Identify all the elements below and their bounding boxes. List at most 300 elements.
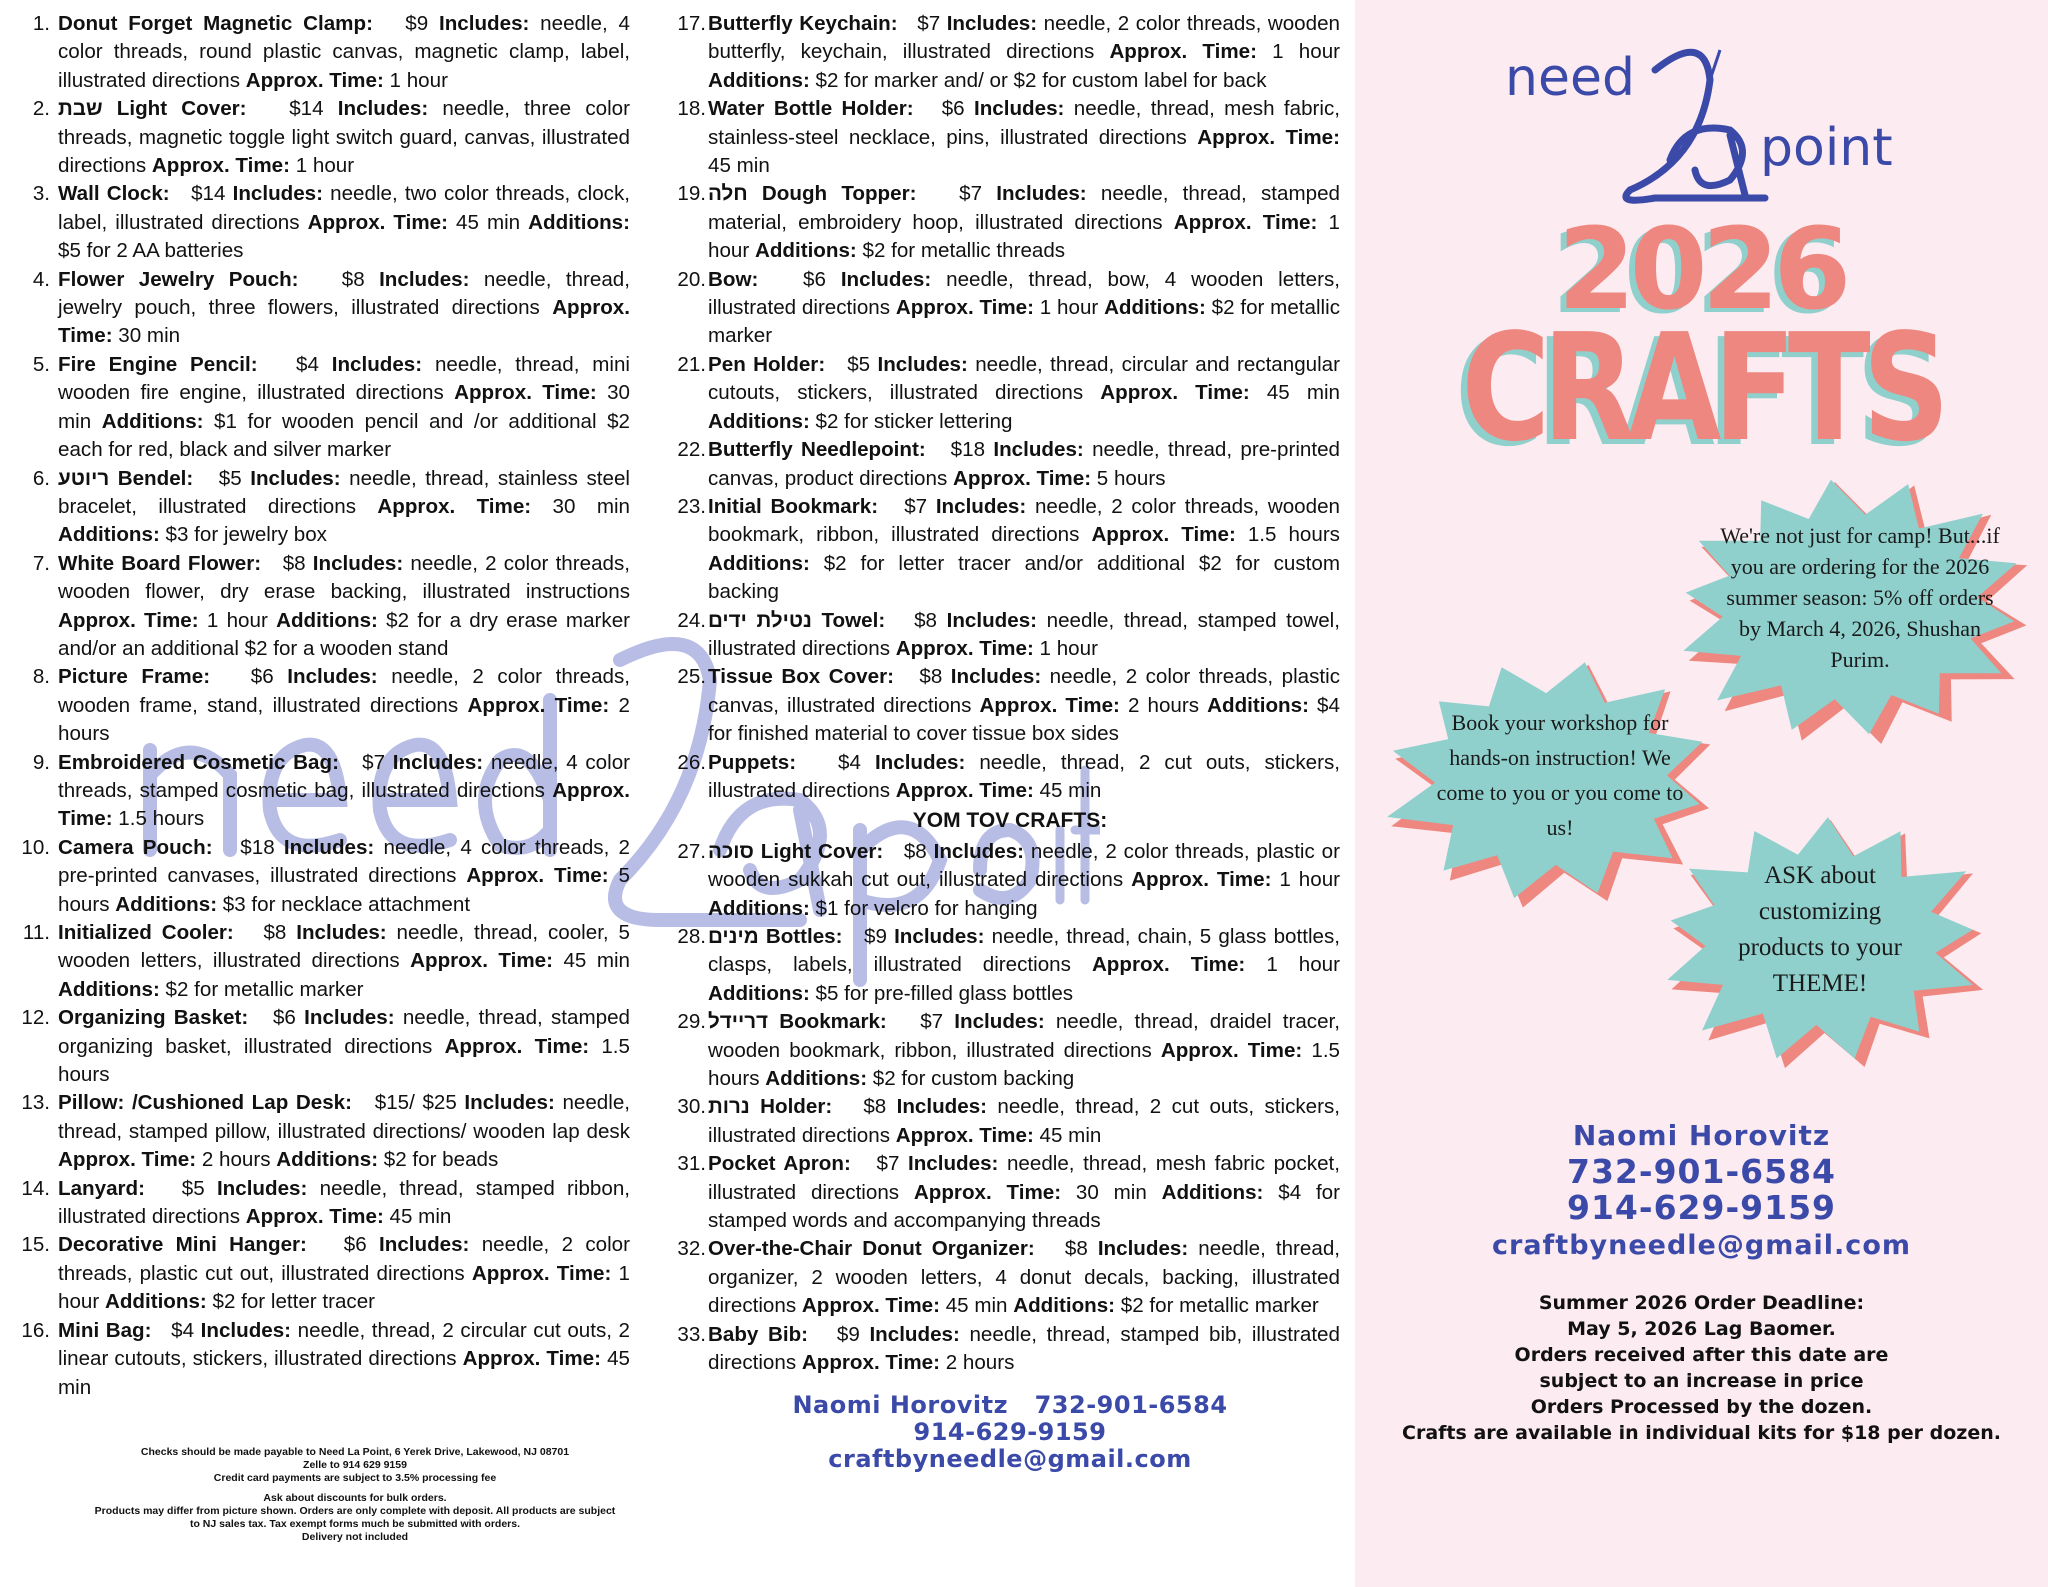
contact-name: Naomi Horovitz [1572,1119,1831,1152]
item-includes: needle, thread, circular and rectangular cutouts, stickers, illustrated directions [708,352,1340,405]
time-label: Approx. Time: [410,949,553,973]
item-number: 16. [21,1318,50,1342]
item-price: $6 [803,267,826,291]
item-time: 45 min [456,210,521,234]
item-price: $9 [863,925,887,948]
deadline-line: Orders received after this date are [1514,1344,1889,1366]
item-name: מינים Bottles: [708,925,843,948]
item-number: 18. [677,97,706,121]
logo-text-point: point [1760,118,1893,178]
includes-label: Includes: [907,1152,999,1176]
additions-label: Additions: [276,1148,379,1172]
includes-label: Includes: [946,12,1038,35]
time-label: Approx. Time: [801,1351,940,1375]
time-label: Approx. Time: [895,1123,1034,1147]
includes-label: Includes: [287,665,378,689]
contact-block-right [1355,1118,2048,1266]
item-price: $8 [282,551,306,575]
item-number: 6. [32,466,50,490]
time-label: Approx. Time: [58,1148,197,1172]
craft-item [30,663,630,748]
item-includes: needle, 2 color threads, wooden bookmark, ribbon, illustrated directions [708,494,1340,547]
item-additions: $4 for finished material to cover tissue box sides [708,693,1340,746]
item-time: 2 hours [201,1148,271,1172]
item-time: 2 hours [58,693,630,746]
craft-item [30,95,630,180]
craft-item [677,351,1341,436]
payment-fine-print [90,1446,620,1551]
item-additions: $2 for metallic marker [1120,1294,1319,1318]
deadline-line: subject to an increase in price [1539,1370,1864,1392]
item-number: 4. [32,267,50,291]
item-additions: $2 for sticker lettering [815,409,1013,433]
includes-label: Includes: [216,1176,308,1200]
item-includes: needle, thread, 2 cut outs, stickers, illustrated directions [708,750,1340,802]
item-price: $15/ $25 [374,1091,457,1115]
item-additions: $2 for letter tracer [212,1290,376,1314]
craft-item [21,1175,630,1232]
additions-label: Additions: [1013,1294,1116,1318]
craft-item [677,749,1340,806]
item-additions: $4 for stamped words and accompanying threads [708,1180,1340,1233]
item-number: 3. [32,182,50,206]
item-includes: needle, 4 color threads, round plastic canvas, magnetic clamp, label, illustrated directions [58,12,630,92]
includes-label: Includes: [337,97,429,121]
item-includes: needle, 4 color threads, stamped cosmetic bag, illustrated directions [58,750,630,802]
item-price: $7 [917,12,941,35]
time-label: Approx. Time: [58,296,630,348]
time-label: Approx. Time: [58,608,199,632]
item-includes: needle, thread, stainless steel bracelet, illustrated directions [58,466,630,518]
additions-label: Additions: [276,608,378,632]
additions-label: Additions: [1207,693,1309,717]
item-time: 45 min [563,949,630,973]
item-number: 33. [677,1322,706,1346]
item-price: $7 [920,1010,944,1034]
cover-panel [1355,0,2048,1587]
item-additions: $2 for metallic threads [862,239,1066,263]
includes-label: Includes: [896,1095,988,1119]
craft-item [677,1235,1340,1320]
item-includes: needle, 2 color threads, plastic canvas, illustrated directions [708,665,1340,717]
item-includes: needle, 2 color threads, plastic cut out, illustrated directions [58,1233,630,1285]
item-name: Wall Clock: [58,182,170,206]
item-price: $7 [959,182,983,206]
craft-item [677,493,1340,607]
craft-item [30,550,630,664]
item-price: $8 [863,1095,887,1119]
item-name: דריידל Bookmark: [708,1010,887,1034]
craft-item [677,663,1340,748]
item-time: 1 hour [1279,868,1341,892]
item-includes: needle, thread, mesh fabric, stainless-steel necklace, pins, illustrated directions [708,97,1340,149]
time-label: Approx. Time: [1173,210,1318,234]
contact-phone-2: 914-629-9159 [1566,1188,1836,1227]
additions-label: Additions: [754,239,857,263]
item-time: 1 hour [389,68,448,92]
item-number: 11. [22,921,50,944]
item-number: 1. [32,12,50,35]
item-price: $8 [341,267,365,291]
additions-label: Additions: [104,1290,207,1314]
item-includes: needle, thread, organizer, 2 wooden letters, 4 donut decals, backing, illustrated directions [708,1237,1340,1318]
includes-label: Includes: [935,494,1027,518]
item-number: 31. [677,1152,706,1176]
time-label: Approx. Time: [151,154,290,178]
time-label: Approx. Time: [444,1034,590,1058]
additions-label: Additions: [708,409,810,433]
craft-item [30,351,630,465]
item-time: 1.5 hours [58,1034,630,1087]
item-name: ריוטע Bendel: [58,466,194,490]
item-time: 5 hours [58,864,630,916]
needlapoint-logo [1505,40,1925,210]
item-price: $14 [289,97,324,121]
item-name: Initialized Cooler: [58,921,234,944]
item-name: Decorative Mini Hanger: [58,1233,307,1257]
item-name: Embroidered Cosmetic Bag: [58,750,339,774]
item-additions: $5 for pre-filled glass bottles [815,981,1074,1005]
item-price: $8 [263,921,287,944]
includes-label: Includes: [379,1233,470,1257]
additions-label: Additions: [765,1067,868,1091]
deadline-line: May 5, 2026 Lag Baomer. [1567,1318,1836,1340]
includes-label: Includes: [933,839,1025,863]
craft-item [677,266,1340,351]
craft-item [30,749,630,834]
time-label: Approx. Time: [1160,1038,1303,1062]
item-time: 1 hour [58,1261,630,1314]
item-price: $4 [295,352,319,376]
item-name: נטילת ידים Towel: [708,608,886,632]
craft-item [677,1321,1340,1378]
craft-item [30,10,630,95]
item-includes: needle, thread, stamped towel, illustrated directions [708,608,1340,660]
camp-discount-text: We're not just for camp! But...if you are ordering for the 2026 summer season: 5% off orders by March 4, 2026, Shushan Purim. [1720,523,2000,672]
item-name: Baby Bib: [708,1322,809,1346]
item-price: $18 [950,438,986,462]
contact-block-middle [680,1392,1340,1473]
fine-print-line: Zelle to 914 629 9159 [303,1459,407,1471]
item-additions: $5 for 2 AA batteries [58,239,244,263]
additions-label: Additions: [708,551,810,575]
includes-label: Includes: [331,352,423,376]
includes-label: Includes: [946,608,1038,632]
item-time: 45 min [708,154,770,178]
craft-item [21,1089,631,1174]
item-price: $8 [1064,1237,1088,1261]
item-includes: needle, thread, mesh fabric pocket, illustrated directions [708,1152,1340,1204]
craft-item [21,1004,630,1089]
time-label: Approx. Time: [1197,125,1340,149]
includes-label: Includes: [869,1322,960,1346]
time-label: Approx. Time: [801,1294,940,1318]
item-time: 30 min [1075,1180,1147,1204]
order-deadline-notice [1355,1290,2048,1446]
craft-item [30,180,630,265]
craft-list-2 [677,10,1341,805]
item-name: שבת Light Cover: [58,97,247,121]
item-number: 5. [32,352,50,376]
time-label: Approx. Time: [467,693,610,717]
item-includes: needle, thread, draidel tracer, wooden bookmark, ribbon, illustrated directions [708,1010,1340,1062]
time-label: Approx. Time: [979,693,1120,717]
item-includes: needle, thread, mini wooden fire engine, illustrated directions [58,352,630,405]
item-price: $9 [405,12,429,35]
item-price: $5 [218,466,242,490]
item-price: $9 [836,1322,860,1346]
item-name: Flower Jewelry Pouch: [58,267,299,291]
includes-label: Includes: [283,835,375,859]
additions-label: Additions: [1104,296,1206,320]
item-number: 24. [677,608,706,632]
item-number: 12. [21,1006,50,1030]
additions-label: Additions: [708,68,810,92]
item-number: 23. [677,494,706,518]
item-name: Organizing Basket: [58,1006,249,1030]
item-name: Puppets: [708,750,797,774]
item-time: 1 hour [1266,953,1340,977]
item-number: 8. [32,665,50,689]
craft-item [677,10,1340,95]
item-includes: needle, thread, stamped ribbon, illustrated directions [58,1176,630,1229]
includes-label: Includes: [894,925,985,948]
item-price: $8 [903,839,927,863]
item-name: Mini Bag: [58,1318,152,1342]
item-number: 25. [677,665,706,689]
item-time: 1.5 hours [1247,523,1340,547]
item-time: 2 hours [1128,693,1200,717]
fine-print-line: Products may differ from picture shown. Orders are only complete with deposit. All products are subject to NJ sales tax. Tax exempt forms much be submitted with orders. [94,1505,616,1530]
workshop-text: Book your workshop for hands-on instruction! We come to you or you come to us! [1436,710,1684,840]
item-includes: needle, thread, bow, 4 wooden letters, illustrated directions [708,267,1340,320]
item-includes: needle, 2 color threads, wooden flower, dry erase backing, illustrated instructions [58,551,630,604]
craft-item [677,923,1341,1008]
item-additions: $2 for letter tracer and/or additional $2 for custom backing [708,551,1340,604]
craft-item [21,1317,630,1402]
item-additions: $1 for wooden pencil and /or additional $2 each for red, black and silver marker [58,409,630,462]
item-name: Water Bottle Holder: [708,97,914,121]
item-additions: $2 for marker and/ or $2 for custom label for back [815,68,1267,92]
includes-label: Includes: [200,1318,292,1342]
headline-crafts: CRAFTS [1461,302,1942,474]
item-price: $6 [941,97,965,121]
includes-label: Includes: [312,551,404,575]
includes-label: Includes: [1097,1237,1189,1261]
craft-item [677,436,1340,493]
deadline-line: Crafts are available in individual kits for $18 per dozen. [1402,1422,2001,1444]
time-label: Approx. Time: [895,636,1034,660]
item-price: $8 [914,608,937,632]
includes-label: Includes: [296,921,387,944]
item-includes: needle, thread, stamped material, embroidery hoop, illustrated directions [708,182,1340,234]
item-time: 30 min [118,324,181,348]
item-number: 10. [21,835,50,859]
item-price: $4 [171,1318,195,1342]
item-price: $8 [919,665,943,689]
craft-item [677,607,1340,664]
craft-item [21,1231,630,1316]
item-includes: needle, thread, cooler, 5 wooden letters, illustrated directions [58,921,630,973]
item-name: Lanyard: [58,1176,145,1200]
item-name: Picture Frame: [58,665,211,689]
item-time: 45 min [58,1347,630,1399]
item-number: 20. [677,267,706,291]
includes-label: Includes: [304,1006,395,1030]
item-additions: $1 for velcro for hanging [815,896,1038,920]
item-time: 45 min [389,1205,452,1229]
time-label: Approx. Time: [1091,523,1236,547]
additions-label: Additions: [101,409,204,433]
item-includes: needle, three color threads, magnetic toggle light switch guard, canvas, illustrated directions [58,97,630,178]
item-includes: needle, 2 color threads, wooden butterfly, keychain, illustrated directions [708,12,1340,64]
item-includes: needle, thread, jewelry pouch, three flowers, illustrated directions [58,267,630,320]
items-column-1 [21,10,631,1543]
item-name: סוכה Light Cover: [708,839,884,863]
item-name: Donut Forget Magnetic Clamp: [58,12,373,35]
item-time: 1 hour [206,608,268,632]
item-name: Over-the-Chair Donut Organizer: [708,1237,1035,1261]
time-label: Approx. Time: [1091,953,1246,977]
item-time: 45 min [945,1294,1008,1318]
time-label: Approx. Time: [307,210,448,234]
item-number: 2. [32,97,50,121]
item-name: Tissue Box Cover: [708,665,894,689]
item-number: 17. [677,12,706,35]
item-number: 29. [677,1010,706,1034]
additions-label: Additions: [1161,1180,1264,1204]
item-price: $4 [838,750,861,774]
craft-list-1 [21,10,631,1402]
time-label: Approx. Time: [245,68,384,92]
item-includes: needle, 4 color threads, 2 pre-printed canvases, illustrated directions [58,835,630,888]
includes-label: Includes: [996,182,1087,206]
item-number: 22. [677,438,706,462]
item-number: 26. [677,750,706,774]
time-label: Approx. Time: [1131,868,1272,892]
item-time: 1.5 hours [118,807,205,831]
time-label: Approx. Time: [377,494,532,518]
contact-name-phone: Naomi Horovitz 732-901-6584 [792,1390,1228,1419]
item-price: $14 [191,182,226,206]
craft-item [30,266,630,351]
craft-item [30,465,630,550]
item-additions: $2 for beads [383,1148,499,1172]
includes-label: Includes: [950,665,1042,689]
craft-list-yom-tov [677,838,1341,1378]
additions-label: Additions: [115,892,218,916]
item-time: 1 hour [1272,40,1340,64]
item-includes: needle, thread, 2 cut outs, stickers, illustrated directions [708,1095,1340,1147]
craft-item [677,180,1340,265]
craft-item [677,1093,1340,1150]
item-time: 1 hour [295,154,355,178]
time-label: Approx. Time: [913,1180,1062,1204]
additions-label: Additions: [58,977,160,1001]
time-label: Approx. Time: [895,296,1034,320]
item-number: 14. [21,1176,50,1200]
item-name: Fire Engine Pencil: [58,352,258,376]
item-time: 1 hour [1039,296,1099,320]
item-name: Pillow: /Cushioned Lap Desk: [58,1091,352,1115]
item-name: נרות Holder: [708,1095,833,1119]
item-additions: $2 for metallic marker [165,977,364,1001]
item-includes: needle, thread, stamped pillow, illustrated directions/ wooden lap desk [58,1091,631,1143]
item-price: $6 [250,665,274,689]
contact-email: craftbyneedle@gmail.com [1492,1230,1911,1261]
includes-label: Includes: [232,182,323,206]
includes-label: Includes: [974,97,1065,121]
includes-label: Includes: [954,1010,1045,1034]
contact-phone-1: 732-901-6584 [1566,1152,1836,1191]
item-price: $7 [362,750,386,774]
item-name: Initial Bookmark: [708,494,879,518]
deadline-line: Summer 2026 Order Deadline: [1538,1292,1865,1314]
item-price: $6 [343,1233,367,1257]
additions-label: Additions: [58,523,160,547]
time-label: Approx. Time: [462,1347,601,1371]
item-includes: needle, thread, pre-printed canvas, product directions [708,438,1340,490]
time-label: Approx. Time: [952,466,1092,490]
item-additions: $2 for a dry erase marker and/or an additional $2 for a wooden stand [58,608,631,660]
headline-year: 2026 [1557,205,1846,335]
additions-label: Additions: [708,896,810,920]
item-includes: needle, two color threads, clock, label, illustrated directions [58,182,630,234]
item-number: 13. [21,1091,50,1115]
includes-label: Includes: [840,267,932,291]
item-includes: needle, thread, chain, 5 glass bottles, clasps, labels, illustrated directions [708,925,1341,977]
item-name: Butterfly Needlepoint: [708,438,926,462]
contact-phone: 914-629-9159 [913,1417,1107,1446]
item-time: 30 min [58,381,630,433]
item-includes: needle, 2 color threads, wooden frame, stand, illustrated directions [58,665,631,717]
includes-label: Includes: [877,352,968,376]
item-includes: needle, thread, 2 circular cut outs, 2 linear cutouts, stickers, illustrated directions [58,1318,630,1371]
time-label: Approx. Time: [58,778,630,831]
craft-item [677,1008,1340,1093]
item-name: Bow: [708,267,759,291]
yom-tov-heading: YOM TOV CRAFTS: [912,809,1108,833]
item-includes: needle, thread, stamped bib, illustrated directions [708,1322,1340,1375]
item-time: 45 min [1266,381,1341,405]
item-name: חלה Dough Topper: [708,182,917,206]
craft-item [677,95,1340,180]
includes-label: Includes: [993,438,1084,462]
time-label: Approx. Time: [895,778,1034,802]
includes-label: Includes: [392,750,484,774]
item-includes: needle, 2 color threads, plastic or wooden sukkah cut out, illustrated directions [708,839,1340,892]
time-label: Approx. Time: [454,381,597,405]
additions-label: Additions: [528,210,630,234]
craft-item [677,838,1341,923]
craft-item [677,1150,1340,1235]
fine-print-line: Ask about discounts for bulk orders. [263,1492,447,1504]
fine-print-line: Checks should be made payable to Need La Point, 6 Yerek Drive, Lakewood, NJ 08701 [140,1446,570,1458]
includes-label: Includes: [464,1091,555,1115]
item-number: 15. [21,1233,50,1257]
deadline-line: Orders Processed by the dozen. [1530,1396,1873,1418]
item-time: 2 hours [945,1351,1015,1375]
item-additions: $2 for metallic marker [708,296,1340,348]
item-price: $7 [904,494,928,518]
items-column-2 [677,10,1341,1473]
item-includes: needle, thread, stamped organizing basket, illustrated directions [58,1006,630,1058]
item-number: 7. [32,551,50,575]
time-label: Approx. Time: [1109,40,1257,64]
item-time: 1 hour [1039,636,1098,660]
includes-label: Includes: [438,12,530,35]
item-additions: $2 for custom backing [872,1067,1075,1091]
